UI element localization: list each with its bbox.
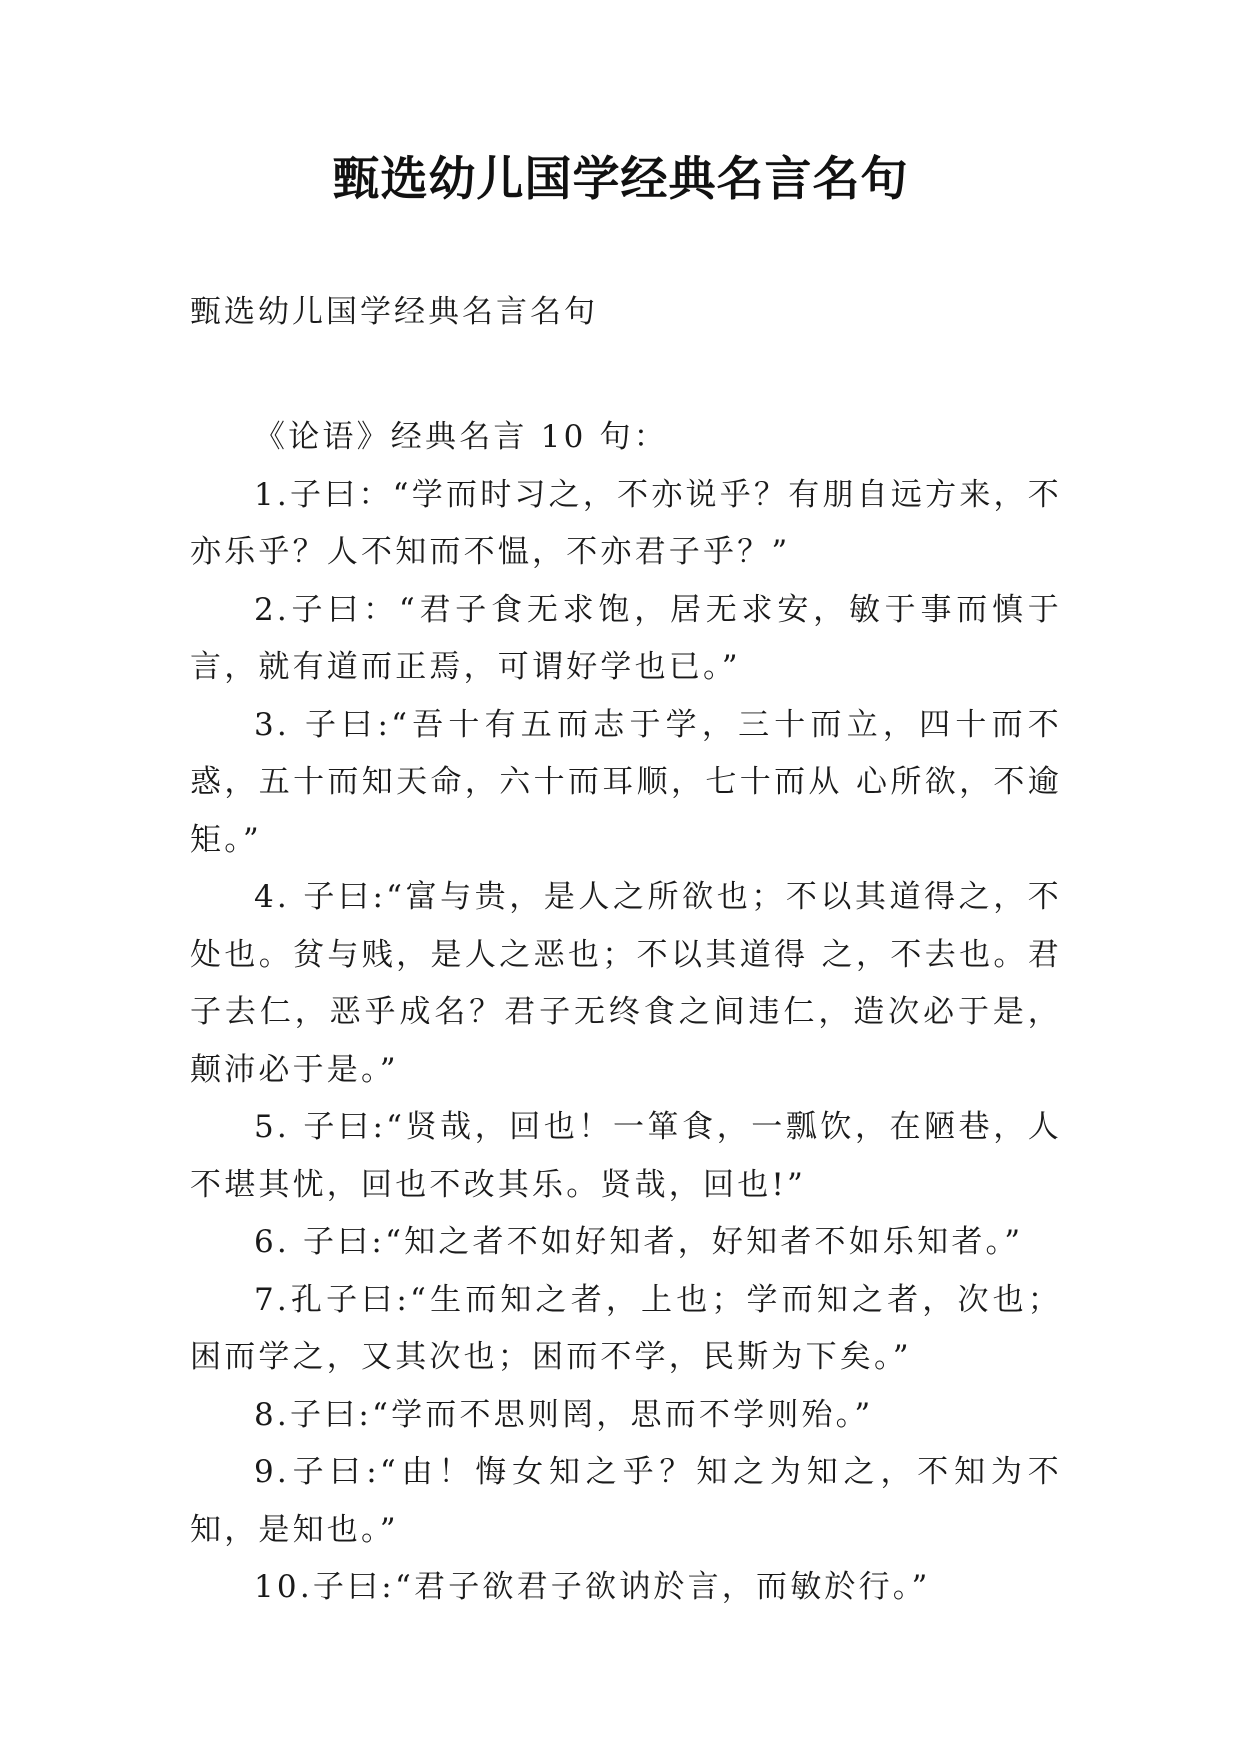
document-body <box>190 409 1062 1617</box>
quote-paragraph: 4. 子曰:“富与贵，是人之所欲也；不以其道得之，不处也。贫与贱，是人之恶也；不以其道得 之，不去也。君子去仁，恶乎成名？君子无终食之间违仁，造次必于是，颠沛必于是。” <box>190 879 1062 1088</box>
quote-paragraph: 10.子曰:“君子欲君子欲讷於言，而敏於行。” <box>254 1569 931 1605</box>
quote-paragraph: 9.子曰:“由！悔女知之乎？知之为知之，不知为不知，是知也。” <box>190 1454 1062 1548</box>
section-heading: 《论语》经典名言 10 句： <box>254 419 668 455</box>
quote-paragraph: 5. 子曰:“贤哉，回也！一箪食，一瓢饮，在陋巷，人不堪其忧，回也不改其乐。贤哉，回也!” <box>190 1109 1062 1203</box>
quote-paragraph: 2.子曰：“君子食无求饱，居无求安，敏于事而慎于言，就有道而正焉，可谓好学也已。” <box>190 591 1062 685</box>
quote-paragraph: 7.孔子曰:“生而知之者，上也；学而知之者，次也；困而学之，又其次也；困而不学，民斯为下矣。” <box>190 1281 1062 1375</box>
quote-paragraph: 3. 子曰:“吾十有五而志于学，三十而立，四十而不惑，五十而知天命，六十而耳顺，七十而从 心所欲，不逾矩。” <box>190 706 1062 858</box>
document-title: 甄选幼儿国学经典名言名句 <box>332 152 909 207</box>
quote-paragraph: 8.子曰:“学而不思则罔，思而不学则殆。” <box>254 1396 874 1433</box>
document-subtitle: 甄选幼儿国学经典名言名句 <box>190 294 598 330</box>
quote-paragraph: 1.子曰：“学而时习之，不亦说乎？有朋自远方来，不亦乐乎？人不知而不愠，不亦君子乎？” <box>190 476 1062 570</box>
quote-paragraph: 6. 子曰:“知之者不如好知者，好知者不如乐知者。” <box>254 1224 1024 1260</box>
